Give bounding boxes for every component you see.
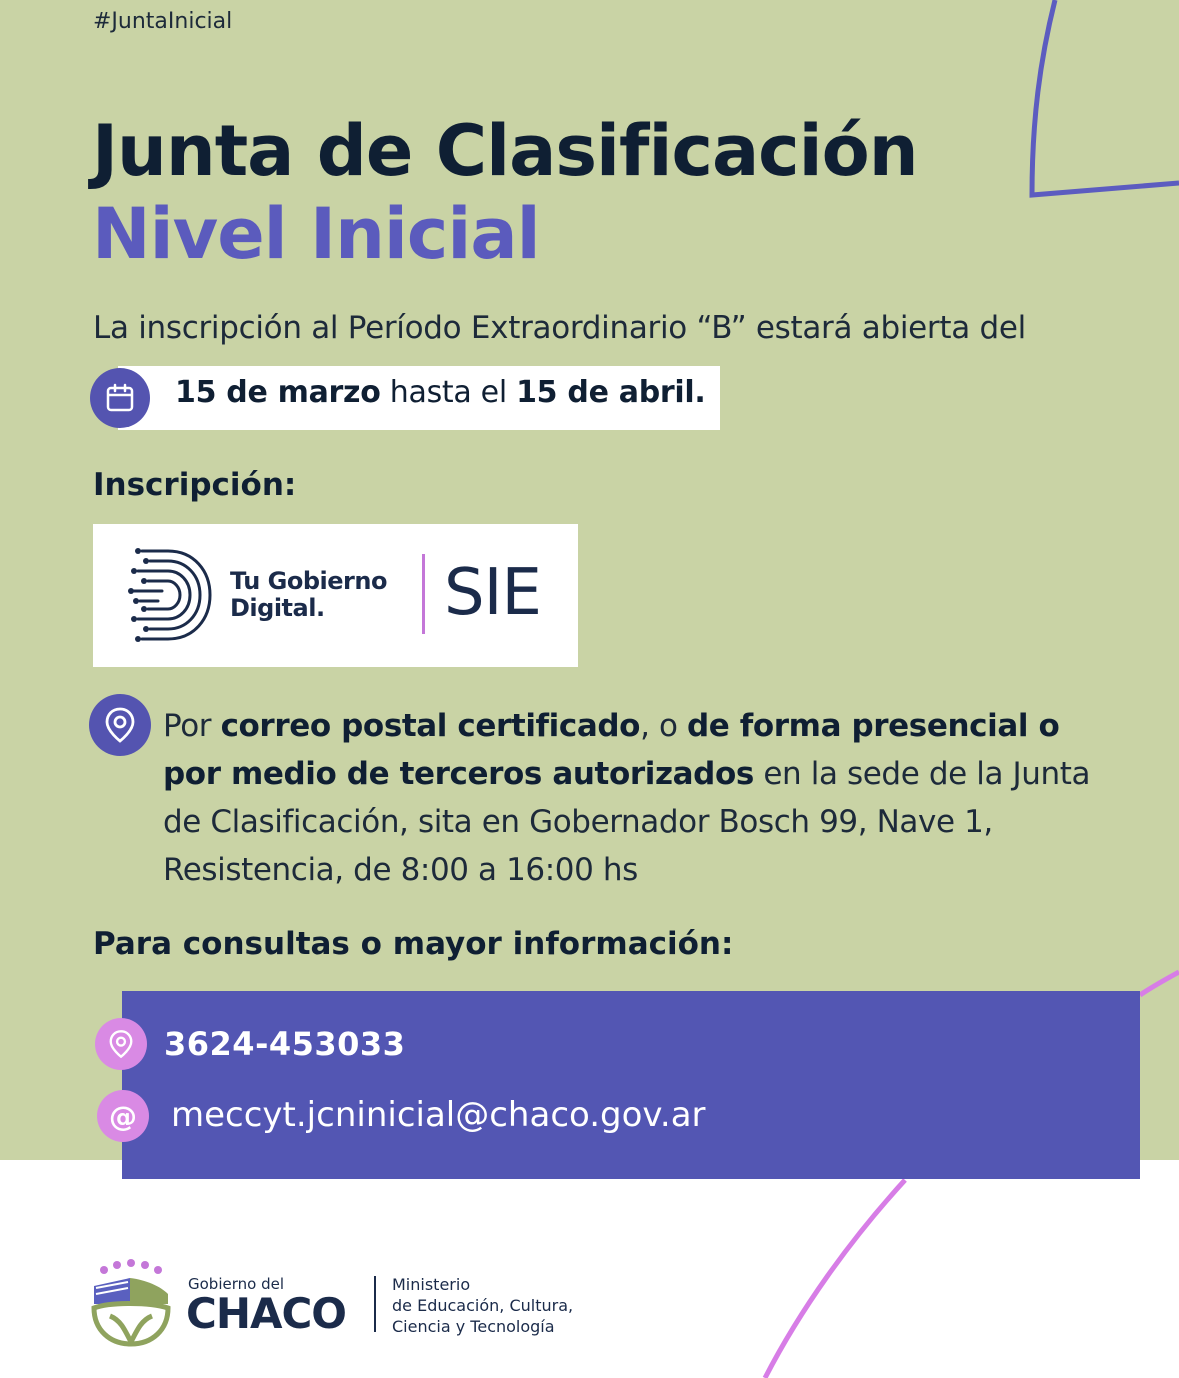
- page-title: Junta de Clasificación: [92, 110, 918, 192]
- contact-panel: [122, 991, 1140, 1179]
- footer-divider: [374, 1276, 376, 1332]
- intro-text: La inscripción al Período Extraordinario “B” estará abierta del: [93, 310, 1026, 346]
- at-sign-icon: @: [97, 1090, 149, 1142]
- presencial-info: Por correo postal certificado, o de forma presencial o por medio de terceros autorizados en la sede de la Junta de Clasificación, sita en Gobernador Bosch 99, Nave 1, Resistencia, de 8:00 a 16:00 hs: [163, 708, 1091, 888]
- end-date: 15 de abril.: [516, 375, 706, 410]
- hashtag: #JuntaInicial: [93, 9, 233, 34]
- email-address[interactable]: meccyt.jcninicial@chaco.gov.ar: [171, 1095, 706, 1135]
- chaco-text: CHACO: [186, 1289, 347, 1338]
- sie-divider: [422, 554, 425, 634]
- location-pin-icon: [95, 1018, 147, 1070]
- gobierno-del-text: Gobierno del: [188, 1275, 284, 1293]
- inscripcion-label: Inscripción:: [93, 467, 297, 503]
- date-connector: hasta el: [380, 375, 517, 410]
- location-pin-icon: [89, 694, 151, 756]
- gobierno-chaco-logo: [90, 1258, 172, 1348]
- ministerio-text: Ministerio de Educación, Cultura, Ciencia y Tecnología: [392, 1275, 574, 1336]
- white-footer-background: [0, 1160, 1179, 1378]
- date-range: [175, 375, 705, 410]
- calendar-icon: [90, 368, 150, 428]
- tu-gobierno-digital-text: Tu Gobierno Digital.: [230, 567, 387, 622]
- tu-gobierno-digital-logo: [128, 545, 220, 645]
- phone-number[interactable]: 3624-453033: [164, 1025, 406, 1063]
- sie-label: SIE: [444, 556, 541, 630]
- page-subtitle: Nivel Inicial: [92, 193, 540, 275]
- start-date: 15 de marzo: [175, 375, 381, 410]
- consultas-label: Para consultas o mayor información:: [93, 926, 734, 962]
